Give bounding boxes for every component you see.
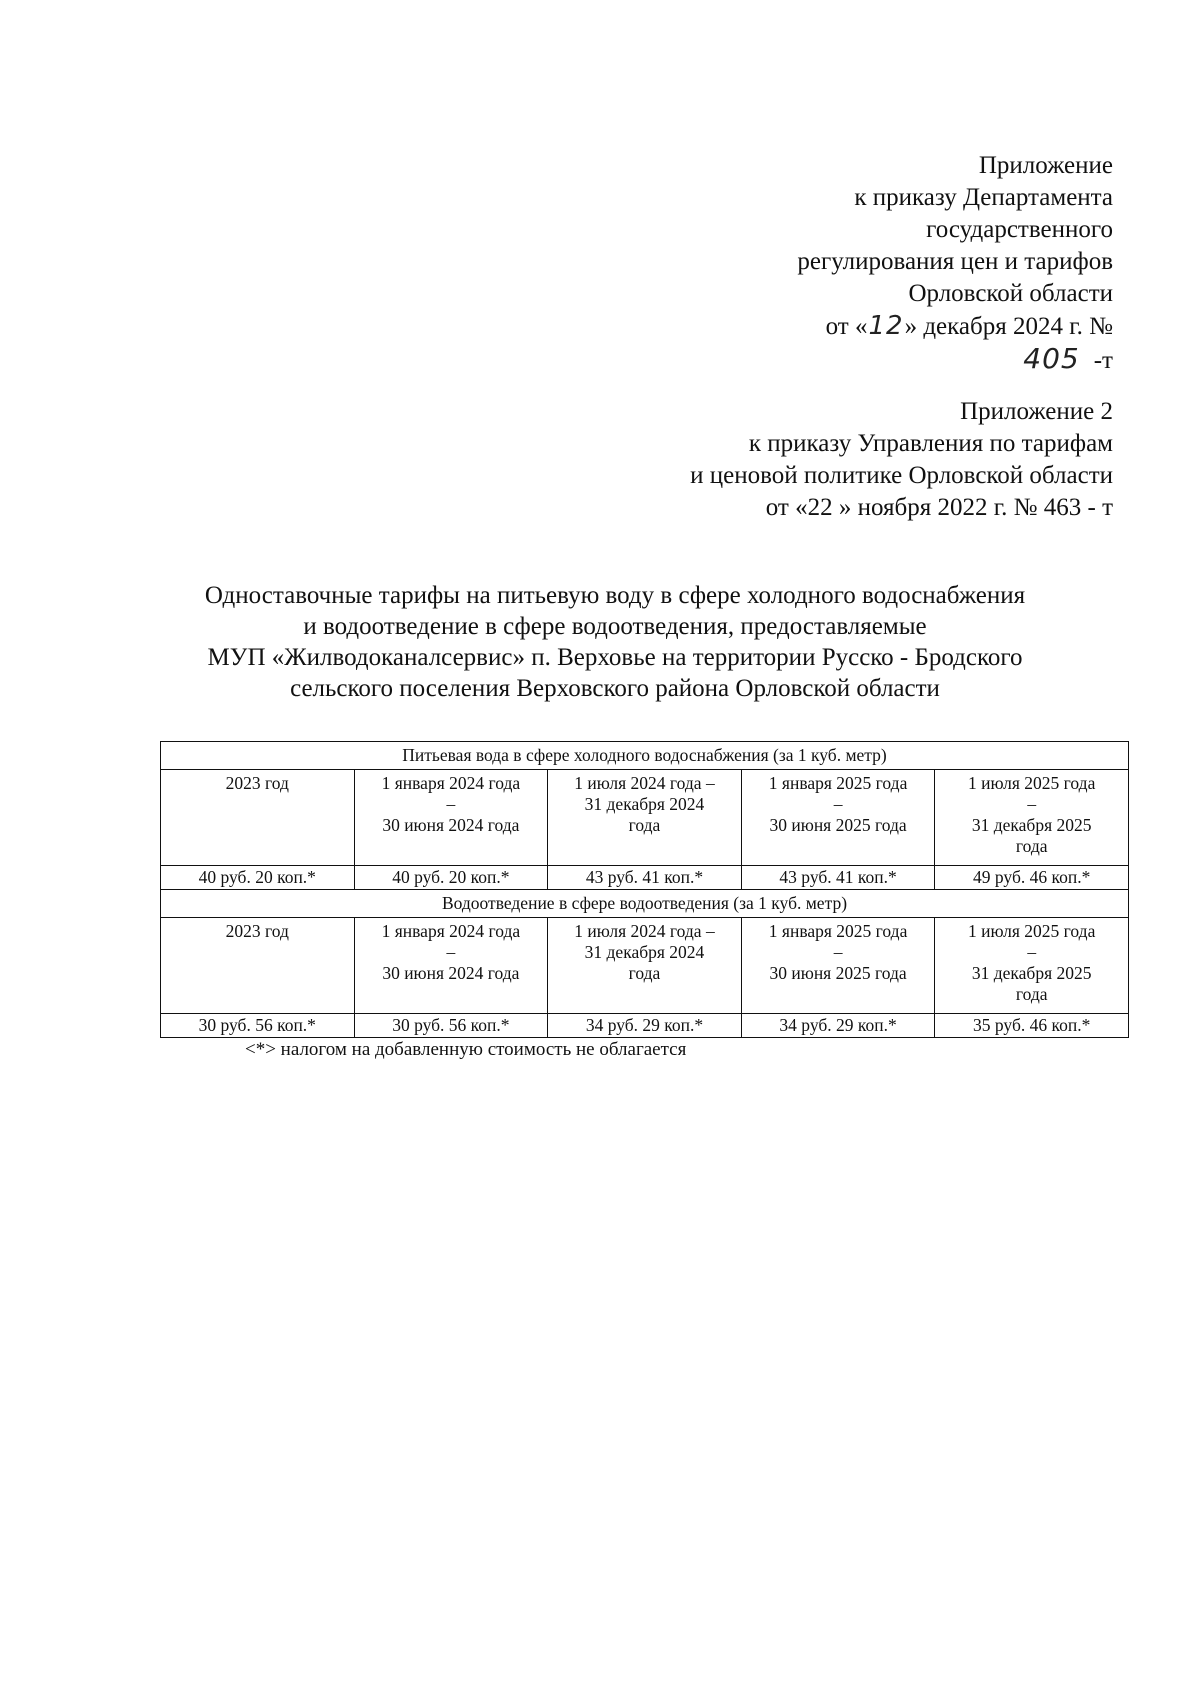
- appendix-1-order-ref: к приказу Департамента: [854, 184, 1113, 211]
- water-period-cell: [161, 770, 355, 866]
- appendix-2-title: Приложение 2: [960, 398, 1113, 425]
- water-periods-row: [161, 770, 1129, 866]
- period-line: 1 января 2024 года: [381, 921, 521, 941]
- title-line-3: МУП «Жилводоканалсервис» п. Верховье на территории Русско - Бродского: [207, 644, 1023, 671]
- water-period-cell: [935, 770, 1129, 866]
- period-line: –: [1027, 942, 1037, 962]
- water-section-heading: Питьевая вода в сфере холодного водоснабжения (за 1 куб. метр): [161, 742, 1129, 770]
- period-line: года: [628, 815, 661, 835]
- sewage-period-cell: [548, 918, 742, 1014]
- period-line: 1 января 2024 года: [381, 773, 521, 793]
- sewage-section-heading: Водоотведение в сфере водоотведения (за 1 куб. метр): [161, 890, 1129, 918]
- period-line: –: [833, 942, 843, 962]
- sewage-prices-row: [161, 1014, 1129, 1038]
- title-line-4: сельского поселения Верховского района Орловской области: [290, 675, 940, 702]
- period-line: –: [1027, 794, 1037, 814]
- water-price-cell: 40 руб. 20 коп.*: [161, 866, 355, 890]
- appendix-2-header: [690, 396, 1113, 524]
- water-price-cell: 40 руб. 20 коп.*: [354, 866, 548, 890]
- appendix-1-department-line-1: государственного: [926, 216, 1113, 243]
- tariff-table: [160, 741, 1129, 1038]
- period-line: 1 июля 2025 года: [968, 921, 1096, 941]
- water-prices-row: [161, 866, 1129, 890]
- appendix-1-title: Приложение: [978, 152, 1113, 179]
- sewage-price-cell: 34 руб. 29 коп.*: [741, 1014, 935, 1038]
- appendix-1-department-line-2: регулирования цен и тарифов: [797, 248, 1113, 275]
- period-line: –: [833, 794, 843, 814]
- appendix-1-number-line: [797, 343, 1113, 377]
- sewage-period-cell: [354, 918, 548, 1014]
- period-line: 30 июня 2024 года: [382, 963, 520, 983]
- period-line: 31 декабря 2025: [971, 963, 1092, 983]
- period-line: 30 июня 2024 года: [382, 815, 520, 835]
- sewage-period-cell: [161, 918, 355, 1014]
- period-line: года: [628, 963, 661, 983]
- period-line: года: [1015, 836, 1048, 856]
- appendix-2-date-number: от «22 » ноября 2022 г. № 463 - т: [765, 494, 1113, 521]
- sewage-heading-row: [161, 890, 1129, 918]
- period-line: 1 января 2025 года: [768, 773, 908, 793]
- handwritten-order-number: 405: [1023, 342, 1080, 375]
- appendix-1-date-line: [797, 310, 1113, 343]
- sewage-period-cell: [935, 918, 1129, 1014]
- period-line: 2023 год: [225, 921, 289, 941]
- period-line: 1 июля 2024 года –: [574, 921, 715, 941]
- period-line: 31 декабря 2024: [584, 942, 705, 962]
- appendix-2-authority: и ценовой политике Орловской области: [690, 462, 1113, 489]
- sewage-price-cell: 34 руб. 29 коп.*: [548, 1014, 742, 1038]
- appendix-1-region: Орловской области: [908, 280, 1113, 307]
- water-price-cell: 49 руб. 46 коп.*: [935, 866, 1129, 890]
- document-title: [120, 580, 1110, 704]
- period-line: 31 декабря 2024: [584, 794, 705, 814]
- period-line: 30 июня 2025 года: [769, 815, 907, 835]
- period-line: года: [1015, 984, 1048, 1004]
- appendix-1-header: [797, 150, 1113, 377]
- water-period-cell: [741, 770, 935, 866]
- appendix-1-date-prefix: от «: [825, 313, 868, 340]
- sewage-price-cell: 30 руб. 56 коп.*: [354, 1014, 548, 1038]
- period-line: 1 июля 2024 года –: [574, 773, 715, 793]
- period-line: 31 декабря 2025: [971, 815, 1092, 835]
- period-line: 30 июня 2025 года: [769, 963, 907, 983]
- period-line: –: [446, 942, 456, 962]
- water-price-cell: 43 руб. 41 коп.*: [741, 866, 935, 890]
- period-line: 2023 год: [225, 773, 289, 793]
- vat-footnote: <*> налогом на добавленную стоимость не облагается: [245, 1039, 687, 1060]
- title-line-1: Одноставочные тарифы на питьевую воду в сфере холодного водоснабжения: [204, 582, 1026, 609]
- sewage-price-cell: 30 руб. 56 коп.*: [161, 1014, 355, 1038]
- appendix-1-number-suffix: -т: [1093, 347, 1113, 374]
- handwritten-day: 12: [868, 311, 904, 341]
- title-line-2: и водоотведение в сфере водоотведения, предоставляемые: [303, 613, 927, 640]
- water-period-cell: [354, 770, 548, 866]
- sewage-periods-row: [161, 918, 1129, 1014]
- appendix-1-date-suffix: » декабря 2024 г. №: [904, 313, 1113, 340]
- sewage-period-cell: [741, 918, 935, 1014]
- water-price-cell: 43 руб. 41 коп.*: [548, 866, 742, 890]
- water-period-cell: [548, 770, 742, 866]
- water-heading-row: [161, 742, 1129, 770]
- period-line: 1 января 2025 года: [768, 921, 908, 941]
- period-line: –: [446, 794, 456, 814]
- appendix-2-order-ref: к приказу Управления по тарифам: [748, 430, 1113, 457]
- period-line: 1 июля 2025 года: [968, 773, 1096, 793]
- sewage-price-cell: 35 руб. 46 коп.*: [935, 1014, 1129, 1038]
